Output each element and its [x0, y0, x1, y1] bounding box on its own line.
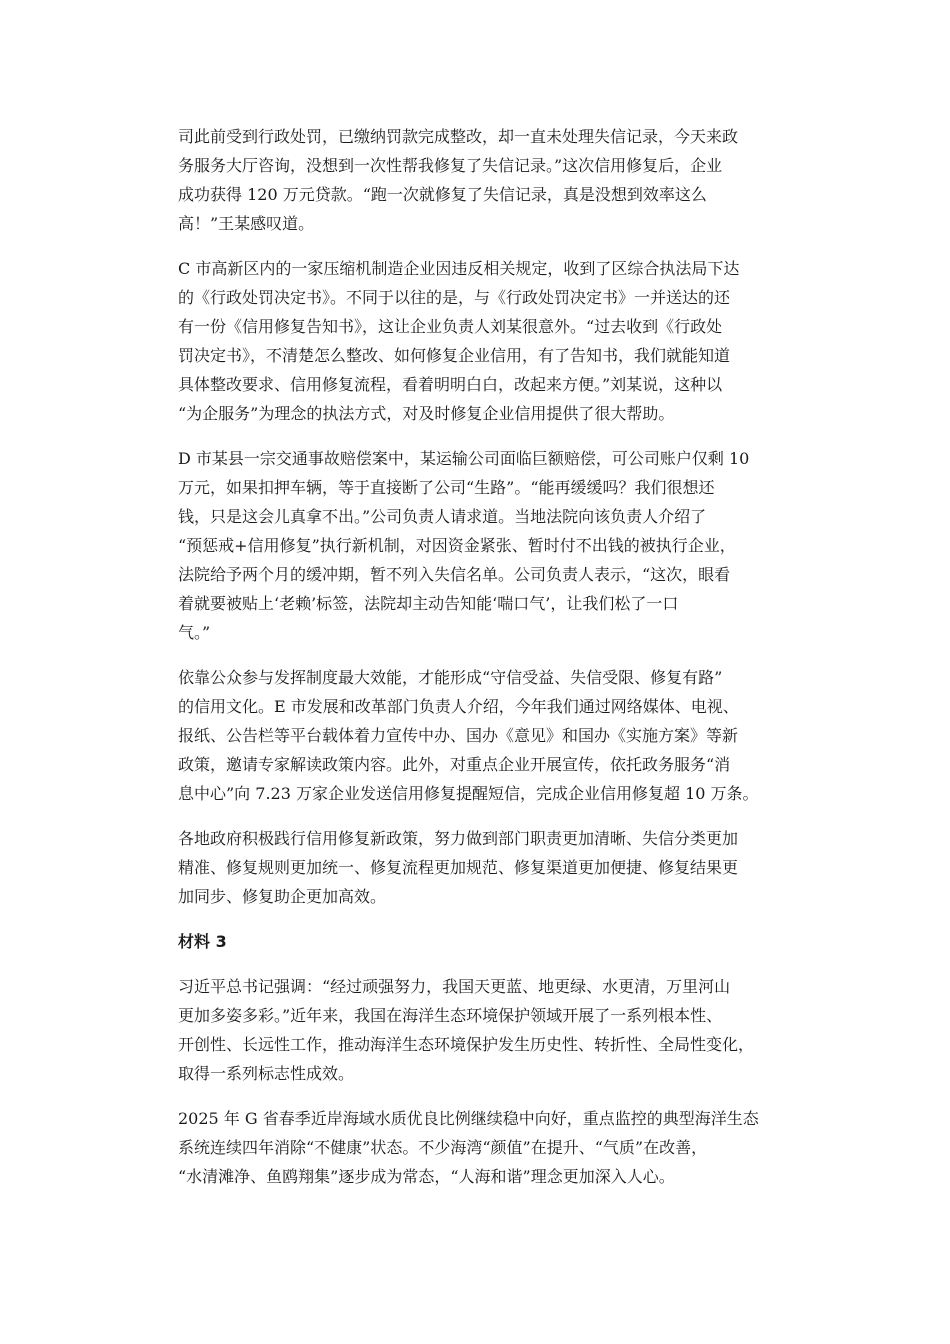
paragraph-credit-repair-story: 司此前受到行政处罚，已缴纳罚款完成整改，却一直未处理失信记录，今天来政 务服务大厅咨询，没想到一次性帮我修复了失信记录。”这次信用修复后，企业 成功获得 120 万元贷款。“跑一次就修复了失信记录，真是没想到效率这么 高！”王某感叹道。 [178, 127, 739, 233]
paragraph-e-city-publicity: 依靠公众参与发挥制度最大效能，才能形成“守信受益、失信受限、修复有路” 的信用文化。E 市发展和改革部门负责人介绍，今年我们通过网络媒体、电视、 报纸、公告栏等平台载体着力宣传中办、国办《意见》和国办《实施方案》等新 政策，邀请专家解读政策内容。此外，对重点企业开展宣传，依托政务服务“消 息中心”向 7.23 万家企业发送信用修复提醒短信，完成企业信用修复超 10 万条。 [178, 668, 759, 803]
paragraph-d-city-case: D 市某县一宗交通事故赔偿案中，某运输公司面临巨额赔偿，可公司账户仅剩 10 万元，如果扣押车辆，等于直接断了公司“生路”。“能再缓缓吗？我们很想还 钱，只是这会儿真拿不出。”公司负责人请求道。当地法院向该负责人介绍了 “预惩戒+信用修复”执行新机制，对因资金紧张、暂时付不出钱的被执行企业， 法院给予两个月的缓冲期，暂不列入失信名单。公司负责人表示，“这次，眼看 着就要被贴上‘老赖’标签，法院却主动告知能‘喘口气’，让我们松了一口 气。” [178, 449, 750, 642]
paragraph-g-province-water: 2025 年 G 省春季近岸海域水质优良比例继续稳中向好，重点监控的典型海洋生态 系统连续四年消除“不健康”状态。不少海湾“颜值”在提升、“气质”在改善， “水清滩净、鱼鸥翔集”逐步成为常态，“人海和谐”理念更加深入人心。 [178, 1109, 759, 1186]
paragraph-summary: 各地政府积极践行信用修复新政策，努力做到部门职责更加清晰、失信分类更加 精准、修复规则更加统一、修复流程更加规范、修复渠道更加便捷、修复结果更 加同步、修复助企更加高效。 [178, 829, 739, 906]
section-heading: 材料 3 [178, 932, 227, 951]
document-page [178, 122, 778, 1207]
paragraph-xi-quote: 习近平总书记强调：“经过顽强努力，我国天更蓝、地更绿、水更清，万里河山 更加多姿多彩。”近年来，我国在海洋生态环境保护领域开展了一系列根本性、 开创性、长远性工作，推动海洋生态环境保护发生历史性、转折性、全局性变化， 取得一系列标志性成效。 [178, 977, 755, 1083]
paragraph-c-city-case: C 市高新区内的一家压缩机制造企业因违反相关规定，收到了区综合执法局下达 的《行政处罚决定书》。不同于以往的是，与《行政处罚决定书》一并送达的还 有一份《信用修复告知书》，这让企业负责人刘某很意外。“过去收到《行政处 罚决定书》，不清楚怎么整改、如何修复企业信用，有了告知书，我们就能知道 具体整改要求、信用修复流程，看着明明白白，改起来方便。”刘某说，这种以 “为企服务”为理念的执法方式，对及时修复企业信用提供了很大帮助。 [178, 259, 740, 423]
